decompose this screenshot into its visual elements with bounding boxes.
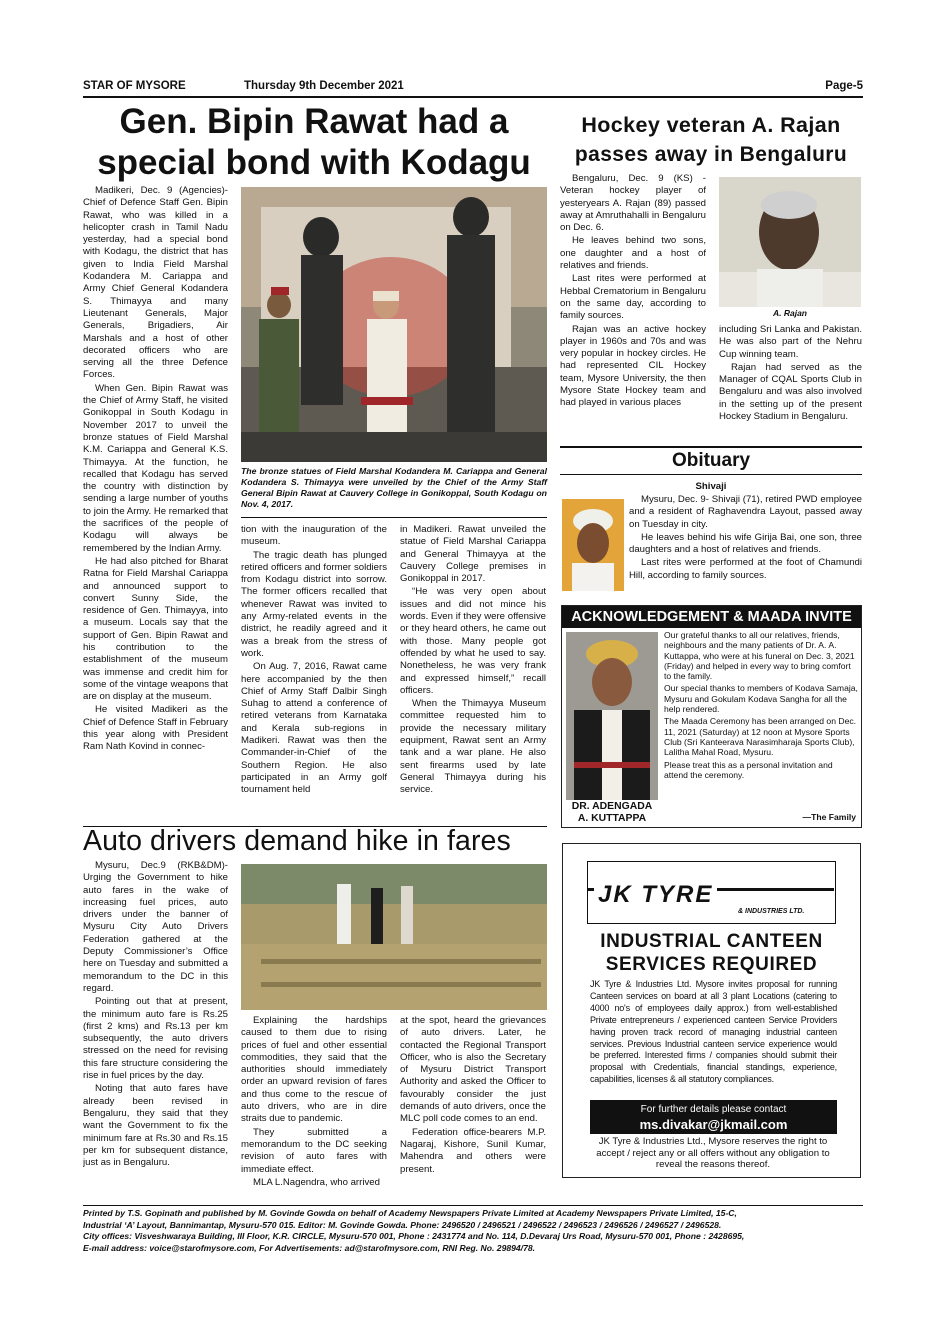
footer-rule (83, 1205, 863, 1206)
paragraph: including Sri Lanka and Pakistan. He was also part of the Nehru Cup winning team. (719, 324, 862, 360)
statue-unveiling-photo (241, 187, 547, 462)
issue-date: Thursday 9th December 2021 (244, 80, 404, 92)
kuttappa-portrait-illustration (566, 632, 658, 800)
paragraph: Mysuru, Dec.9 (RKB&DM)- Urging the Government to hike auto fares in the wake of increasing fuel prices, auto drivers under the banner of Mysuru City Auto Drivers Federation gathered at the Deputy Commissioner’s Office here on Tuesday and submitted a memorandum to the DC in this regard. (83, 860, 228, 994)
contact-email[interactable]: ms.divakar@jkmail.com (639, 1117, 788, 1132)
ad-reserve-note: JK Tyre & Industries Ltd., Mysore reserves the right to accept / reject any or all offers without any obligation to reveal the reasons thereof. (596, 1136, 830, 1170)
paragraph: Mysuru, Dec. 9- Shivaji (71), retired PWD employee and a resident of Raghavendra Layout, passed away on Tuesday in city. (629, 494, 862, 530)
obituary-rule-bottom (560, 474, 862, 475)
paragraph: Last rites were performed at the foot of Chamundi Hill, according to family sources. (629, 557, 862, 581)
auto-column-2 (241, 1015, 387, 1200)
page-number: Page-5 (825, 80, 863, 92)
imprint-line: E-mail address: voice@starofmysore.com, For Advertisements: ad@starofmysore.com, RNI Reg. No. 29894/78. (83, 1242, 536, 1253)
header-rule (83, 96, 863, 98)
paragraph: Our special thanks to members of Kodava Samaja, Mysuru and Gokulam Kodava Sangha for all the help rendered. (664, 683, 858, 715)
hockey-column-2 (719, 324, 862, 440)
caption-rule (241, 517, 547, 518)
auto-headline: Auto drivers demand hike in fares (83, 825, 511, 857)
statue-photo-illustration (241, 187, 547, 462)
rajan-portrait-illustration (719, 177, 861, 307)
paragraph: tion with the inauguration of the museum. (241, 524, 387, 548)
rawat-headline-line1: Gen. Bipin Rawat had a (119, 102, 509, 141)
paragraph: He leaves behind his wife Girija Bai, one son, three daughters and a host of relatives and friends. (629, 531, 862, 556)
rawat-column-1 (83, 185, 228, 825)
shivaji-portrait-illustration (562, 499, 624, 591)
paragraph: Last rites were performed at Hebbal Crematorium in Bengaluru on the same day, according to family sources. (560, 273, 706, 322)
paragraph: Pointing out that at present, the minimum auto fare is Rs.25 (first 2 kms) and Rs.13 per km subsequently, the auto drivers stressed on the need for revising this fare structure considering the rise in fuel prices by the day. (83, 996, 228, 1082)
acknowledgement-signature: —The Family (802, 812, 856, 822)
rajan-portrait (719, 177, 861, 307)
imprint-line: Industrial ‘A’ Layout, Bannimantap, Mysuru-570 015. Editor: M. Govinde Gowda. Phone: 2496520 / 2496521 / 2496522 / 2496523 / 2496526 / 2496527 / 2496528. (83, 1219, 722, 1230)
deceased-name-line2: A. KUTTAPPA (577, 813, 647, 824)
jk-logo-frame (587, 861, 836, 924)
acknowledgement-title: ACKNOWLEDGEMENT & MAADA INVITE (562, 606, 861, 628)
shivaji-portrait (562, 499, 624, 591)
hockey-headline-line1: Hockey veteran A. Rajan (581, 113, 841, 137)
paragraph: On Aug. 7, 2016, Rawat came here accompanied by the then Chief of Army Staff Dalbir Singh Suhag to attend a conference of retired veterans from Karnataka and Kerala sub-regions in Madikeri. Rawat was then the Commander-in-Chief of the Southern Region. He also participated in an Army golf tournament held (241, 661, 387, 796)
paragraph: He had also pitched for Bharat Ratna for Field Marshal Cariappa and announced support to convert Sunny Side, the residence of Gen. Thimayya, into a museum. Locals say that the support of Gen. Bipin Rawat and his contribution to the establishment of the museum was immense and credit him for some of the vintage weapons that are on display at the museum. (83, 555, 228, 703)
acknowledgement-box (561, 605, 862, 828)
paragraph: The tragic death has plunged retired officers and former soldiers from Kodagu district into sorrow. The former officers recalled that whenever Rawat was invited to any Army-related events in the district, he readily agreed and it was a break from the stress of work. (241, 549, 387, 659)
ad-title-line1: INDUSTRIAL CANTEEN (600, 931, 823, 952)
obituary-name: Shivaji (695, 481, 727, 492)
paragraph: Please treat this as a personal invitation and attend the ceremony. (664, 759, 833, 780)
obituary-title: Obituary (671, 450, 751, 471)
imprint-line: City offices: Visveshwaraya Building, III Floor, K.R. CIRCLE, Mysuru-570 001, Phone : 2431774 and No. 114, D.Devaraj Urs Road, Mysuru-570 001, Phone : 2428695, (83, 1231, 745, 1241)
paragraph: at the spot, heard the grievances of auto drivers. Later, he contacted the Regional Transport Officer, who is also the Secretary of Mysuru District Transport Authority and asked the Officer to favourably consider the just demands of auto drivers, once the MLC poll code comes to an end. (400, 1015, 546, 1125)
deceased-name-line1: DR. ADENGADA (571, 801, 653, 812)
rawat-headline-line2: special bond with Kodagu (97, 143, 531, 182)
statue-photo-caption: The bronze statues of Field Marshal Kodandera M. Cariappa and General Kodandera S. Thimayya were unveiled by the Chief of the Army Staff General Bipin Rawat at Cauvery College in Gonikoppal, South Kodagu on Nov. 4, 2017. (241, 466, 547, 509)
paragraph: in Madikeri. Rawat unveiled the statue of Field Marshal Cariappa and General Thimayya at the Cauvery College premises in Gonikoppal in 2017. (400, 524, 546, 585)
paragraph: He leaves behind two sons, one daughter and a host of relatives and friends. (560, 235, 706, 272)
auto-column-1 (83, 860, 228, 1200)
hockey-headline-line2: passes away in Bengaluru (574, 143, 848, 166)
acknowledgement-body (664, 630, 858, 780)
rawat-column-3 (400, 524, 546, 824)
contact-label: For further details please contact (640, 1104, 787, 1115)
paragraph: He visited Madikeri as the Chief of Defence Staff in February this year along with President Ram Nath Kovind in connec- (83, 704, 228, 753)
kuttappa-portrait (566, 632, 658, 800)
paragraph: They submitted a memorandum to the DC seeking revision of auto fares with immediate effect. (241, 1126, 387, 1175)
paragraph: “He was very open about issues and did not mince his words. Even if they were offensive or they heard others, he came out with those. Many people got offended by what he used to say. Nonetheless, he was very frank and expressed himself,” recall officers. (400, 586, 546, 696)
obituary-body (629, 494, 862, 594)
paragraph: Bengaluru, Dec. 9 (KS) - Veteran hockey player of yesteryears A. Rajan (89) passed away at Amruthahalli in Bengaluru on Dec. 6. (560, 173, 706, 234)
paragraph: Rajan had served as the Manager of CQAL Sports Club in Bengaluru and was also involved in the setting up of the present Hockey Stadium in Bengaluru. (719, 361, 862, 423)
deceased-name (566, 801, 658, 825)
imprint-footer (83, 1208, 863, 1254)
auto-column-3 (400, 1015, 546, 1200)
imprint-line: Printed by T.S. Gopinath and published by M. Govinde Gowda on behalf of Academy Newspapers Private Limited at Academy Newspapers Private Limited, 15-C, (83, 1208, 737, 1218)
jk-logo: JK TYRE (594, 882, 717, 908)
paragraph: Noting that auto fares have already been revised in Bengaluru, they said that they want the Government to fix the minimum fare at Rs.30 and Rs.15 per km for subsequent distance, just as in Bengaluru. (83, 1083, 228, 1169)
paragraph: The Maada Ceremony has been arranged on Dec. 11, 2021 (Saturday) at 12 noon at Mysore Sports Club (Sri Kanteerava Narasimharaja Sports Club), Lalitha Mahal Road, Mysuru. (664, 716, 857, 758)
ad-title-line2: SERVICES REQUIRED (605, 954, 818, 975)
paragraph: When Gen. Bipin Rawat was the Chief of Army Staff, he visited Gonikoppal in South Kodagu in November 2017 to unveil the bronze statues of Field Marshal K.M. Cariappa and General K.S. Thimayya. At the function, he recalled that Kodagu has served the country with distinction by sending a large number of youths to join the Army. He remarked that the sacrifices of the people of Kodagu will always be remembered by the Indian Army. (83, 382, 228, 554)
obituary-rule-top (560, 446, 862, 448)
paragraph: Explaining the hardships caused to them due to rising prices of fuel and other essential commodities, they said that the authorities should immediately order an upward revision of fares and thus come to the rescue of auto drivers, who are in dire straits due to pandemic. (241, 1015, 387, 1125)
jk-tyre-advertisement (562, 843, 861, 1178)
ad-body: JK Tyre & Industries Ltd. Mysore invites proposal for running Canteen services on board at all 3 plant Locations (catering to 4000 no's of employees daily approx.) from well-established Private entrepreneurs / experienced canteen Service Providers having proven track record of managing industrial canteen services. Previous Industrial canteen service experience would be preferred. Interested firms / companies should submit their proposal with Credentials, financial standings, experience, capabilities, licenses & all statutory compliances. (590, 979, 837, 1085)
paragraph: Our grateful thanks to all our relatives, friends, neighbours and the many patients of Dr. A. A. Kuttappa, who were at his funeral on Dec. 3, 2021 (Friday) and helped in every way to bring comfort to the family. (664, 630, 855, 682)
ad-contact-box (590, 1100, 837, 1134)
paragraph: Rajan was an active hockey player in 1960s and 70s and was very popular in hockey circles. He had represented CIL Hockey team, Mysore University, the then Mysore State Hockey team and had played in various places (560, 323, 706, 409)
paragraph: Federation office-bearers M.P. Nagaraj, Kishore, Sunil Kumar, Mahendra and others were present. (400, 1126, 546, 1175)
auto-drivers-illustration (241, 864, 547, 1010)
paragraph: When the Thimayya Museum committee requested him to provide the necessary military equipment, Rawat sent an Army tank and a war plane. He also sent firearms used by late General Thimayya during his service. (400, 698, 546, 796)
paragraph: Madikeri, Dec. 9 (Agencies)- Chief of Defence Staff Gen. Bipin Rawat, who was killed in a helicopter crash in Tamil Nadu yesterday, had a special bond with Kodagu, the district that has given to India Field Marshal Kodandera M. Cariappa and Army Chief General Kodandera S. Thimayya and many Lieutenant Generals, Major Generals, Brigadiers, Air Marshals and a host of other decorated officers who are serving all the three Defence Forces. (83, 185, 228, 381)
jk-logo-sub: & INDUSTRIES LTD. (738, 908, 805, 915)
rawat-column-2 (241, 524, 387, 824)
hockey-column-1 (560, 173, 706, 440)
rajan-caption: A. Rajan (772, 308, 807, 318)
paper-name: STAR OF MYSORE (83, 80, 186, 92)
auto-drivers-photo (241, 864, 547, 1010)
paragraph: MLA L.Nagendra, who arrived (253, 1176, 380, 1188)
